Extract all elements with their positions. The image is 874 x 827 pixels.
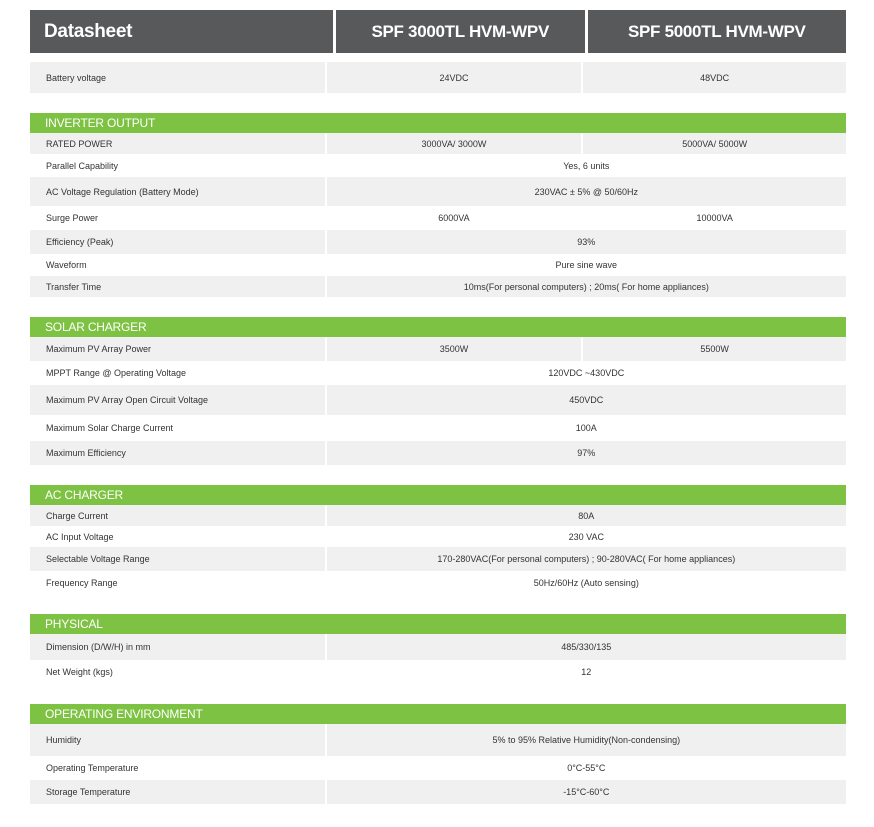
table-row	[30, 526, 846, 547]
row-label: RATED POWER	[30, 133, 325, 154]
section-ac-charger: AC CHARGER	[30, 485, 846, 505]
row-value: 450VDC	[325, 385, 846, 415]
table-row	[30, 133, 846, 154]
row-label: Maximum Efficiency	[30, 441, 325, 465]
row-label: Storage Temperature	[30, 780, 325, 804]
row-value: 80A	[325, 505, 846, 526]
row-value: 50Hz/60Hz (Auto sensing)	[325, 571, 846, 594]
row-value: 120VDC ~430VDC	[325, 361, 846, 385]
table-row	[30, 505, 846, 526]
row-label: Transfer Time	[30, 276, 325, 297]
row-value: 100A	[325, 415, 846, 441]
row-label: Parallel Capability	[30, 154, 325, 177]
table-row	[30, 571, 846, 594]
row-label: Surge Power	[30, 206, 325, 230]
row-value-b: 5000VA/ 5000W	[581, 133, 846, 154]
table-row	[30, 62, 846, 93]
row-value: 0°C-55°C	[325, 756, 846, 780]
row-label: Net Weight (kgs)	[30, 660, 325, 684]
row-value-a: 3500W	[325, 337, 582, 361]
row-label: Maximum PV Array Open Circuit Voltage	[30, 385, 325, 415]
row-value-b: 48VDC	[581, 62, 846, 93]
row-label: Battery voltage	[30, 62, 325, 93]
row-label: Frequency Range	[30, 571, 325, 594]
row-value: -15°C-60°C	[325, 780, 846, 804]
row-value-a: 3000VA/ 3000W	[325, 133, 582, 154]
table-row	[30, 385, 846, 415]
row-label: Efficiency (Peak)	[30, 230, 325, 254]
datasheet-table	[30, 10, 846, 804]
table-row	[30, 230, 846, 254]
table-row	[30, 756, 846, 780]
row-value: 97%	[325, 441, 846, 465]
section-physical: PHYSICAL	[30, 614, 846, 634]
row-label: Selectable Voltage Range	[30, 547, 325, 571]
row-label: Maximum Solar Charge Current	[30, 415, 325, 441]
table-row	[30, 177, 846, 206]
table-row	[30, 547, 846, 571]
row-label: AC Input Voltage	[30, 526, 325, 547]
table-row	[30, 337, 846, 361]
section-operating-environment: OPERATING ENVIRONMENT	[30, 704, 846, 724]
table-row	[30, 361, 846, 385]
datasheet-title: Datasheet	[30, 10, 333, 53]
table-row	[30, 634, 846, 660]
row-value: 5% to 95% Relative Humidity(Non-condensing)	[325, 724, 846, 756]
row-label: Charge Current	[30, 505, 325, 526]
model-b-header: SPF 5000TL HVM-WPV	[588, 10, 846, 53]
table-row	[30, 206, 846, 230]
row-label: AC Voltage Regulation (Battery Mode)	[30, 177, 325, 206]
row-value: 485/330/135	[325, 634, 846, 660]
row-value-a: 6000VA	[325, 206, 582, 230]
table-row	[30, 780, 846, 804]
table-row	[30, 154, 846, 177]
table-row	[30, 660, 846, 684]
section-solar-charger: SOLAR CHARGER	[30, 317, 846, 337]
section-inverter-output: INVERTER OUTPUT	[30, 113, 846, 133]
row-label: Dimension (D/W/H) in mm	[30, 634, 325, 660]
row-value: Pure sine wave	[325, 254, 846, 276]
row-value: 93%	[325, 230, 846, 254]
model-a-header: SPF 3000TL HVM-WPV	[336, 10, 585, 53]
row-value: 10ms(For personal computers) ; 20ms( For home appliances)	[325, 276, 846, 297]
row-label: Operating Temperature	[30, 756, 325, 780]
row-label: Maximum PV Array Power	[30, 337, 325, 361]
row-label: MPPT Range @ Operating Voltage	[30, 361, 325, 385]
row-value: 170-280VAC(For personal computers) ; 90-280VAC( For home appliances)	[325, 547, 846, 571]
table-row	[30, 254, 846, 276]
table-row	[30, 276, 846, 297]
row-value: 230 VAC	[325, 526, 846, 547]
row-value: 12	[325, 660, 846, 684]
row-value-b: 5500W	[581, 337, 846, 361]
table-header	[30, 10, 846, 53]
table-row	[30, 415, 846, 441]
row-value: 230VAC ± 5% @ 50/60Hz	[325, 177, 846, 206]
table-row	[30, 441, 846, 465]
row-label: Humidity	[30, 724, 325, 756]
row-label: Waveform	[30, 254, 325, 276]
row-value-b: 10000VA	[581, 206, 846, 230]
table-row	[30, 724, 846, 756]
row-value-a: 24VDC	[325, 62, 582, 93]
row-value: Yes, 6 units	[325, 154, 846, 177]
